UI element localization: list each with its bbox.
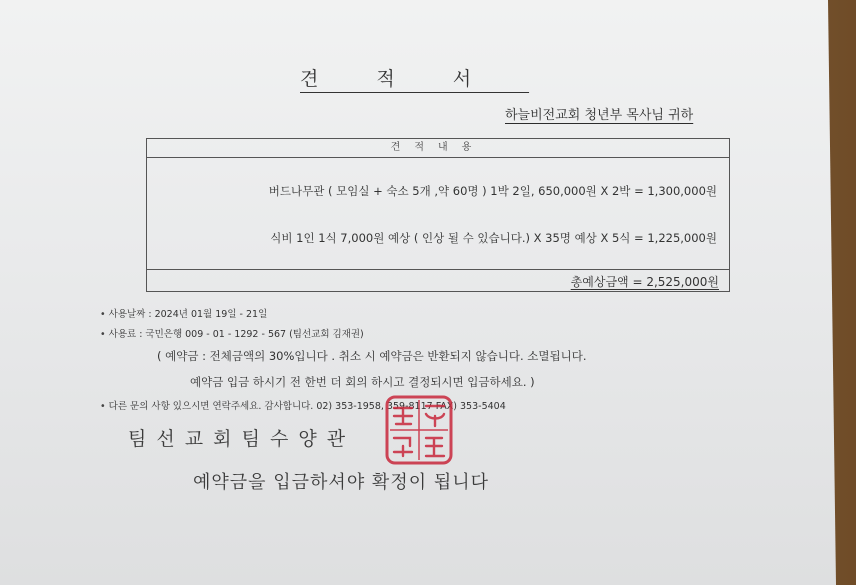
account-text: 사용료 : 국민은행 009 - 01 - 1292 - 567 (팀선교회 김재권)	[108, 329, 364, 340]
deposit-note-1: ( 예약금 : 전체금액의 30%입니다 . 취소 시 예약금은 반환되지 않습니다. 소멸됩니다.	[157, 349, 587, 363]
document-title: 견적서	[300, 68, 530, 90]
seal-stamp-icon	[384, 394, 454, 466]
contact-text: 다른 문의 사항 있으시면 연락주세요. 감사합니다. 02) 353-1958, 359-8117 FAX) 353-5404	[108, 401, 506, 412]
quote-total-row	[147, 269, 729, 293]
deposit-note-2: 예약금 입금 하시기 전 한번 더 회의 하시고 결정되시면 입금하세요. )	[190, 375, 535, 389]
date-line	[100, 306, 267, 320]
line-item-lodging: 버드나무관 ( 모임실 + 숙소 5개 ,약 60명 ) 1박 2일, 650,000원 X 2박 = 1,300,000원	[268, 184, 717, 198]
total-amount: 총예상금액 = 2,525,000원	[570, 275, 719, 289]
bullet-icon: •	[100, 309, 106, 320]
bullet-icon: •	[100, 401, 106, 412]
handwritten-note: 예약금을 입금하셔야 확정이 됩니다	[193, 472, 489, 493]
quote-table	[146, 138, 730, 292]
line-item-meals: 식비 1인 1식 7,000원 예상 ( 인상 될 수 있습니다.) X 35명 예상 X 5식 = 1,225,000원	[270, 231, 717, 245]
bullet-icon: •	[100, 329, 106, 340]
recipient-line: 하늘비전교회 청년부 목사님 귀하	[505, 108, 694, 123]
account-line	[100, 326, 364, 340]
quote-table-header: 견적내용	[147, 139, 729, 158]
date-text: 사용날짜 : 2024년 01월 19일 - 21일	[108, 309, 268, 320]
organization-name: 팀 선 교 회 팀 수 양 관	[128, 428, 348, 450]
